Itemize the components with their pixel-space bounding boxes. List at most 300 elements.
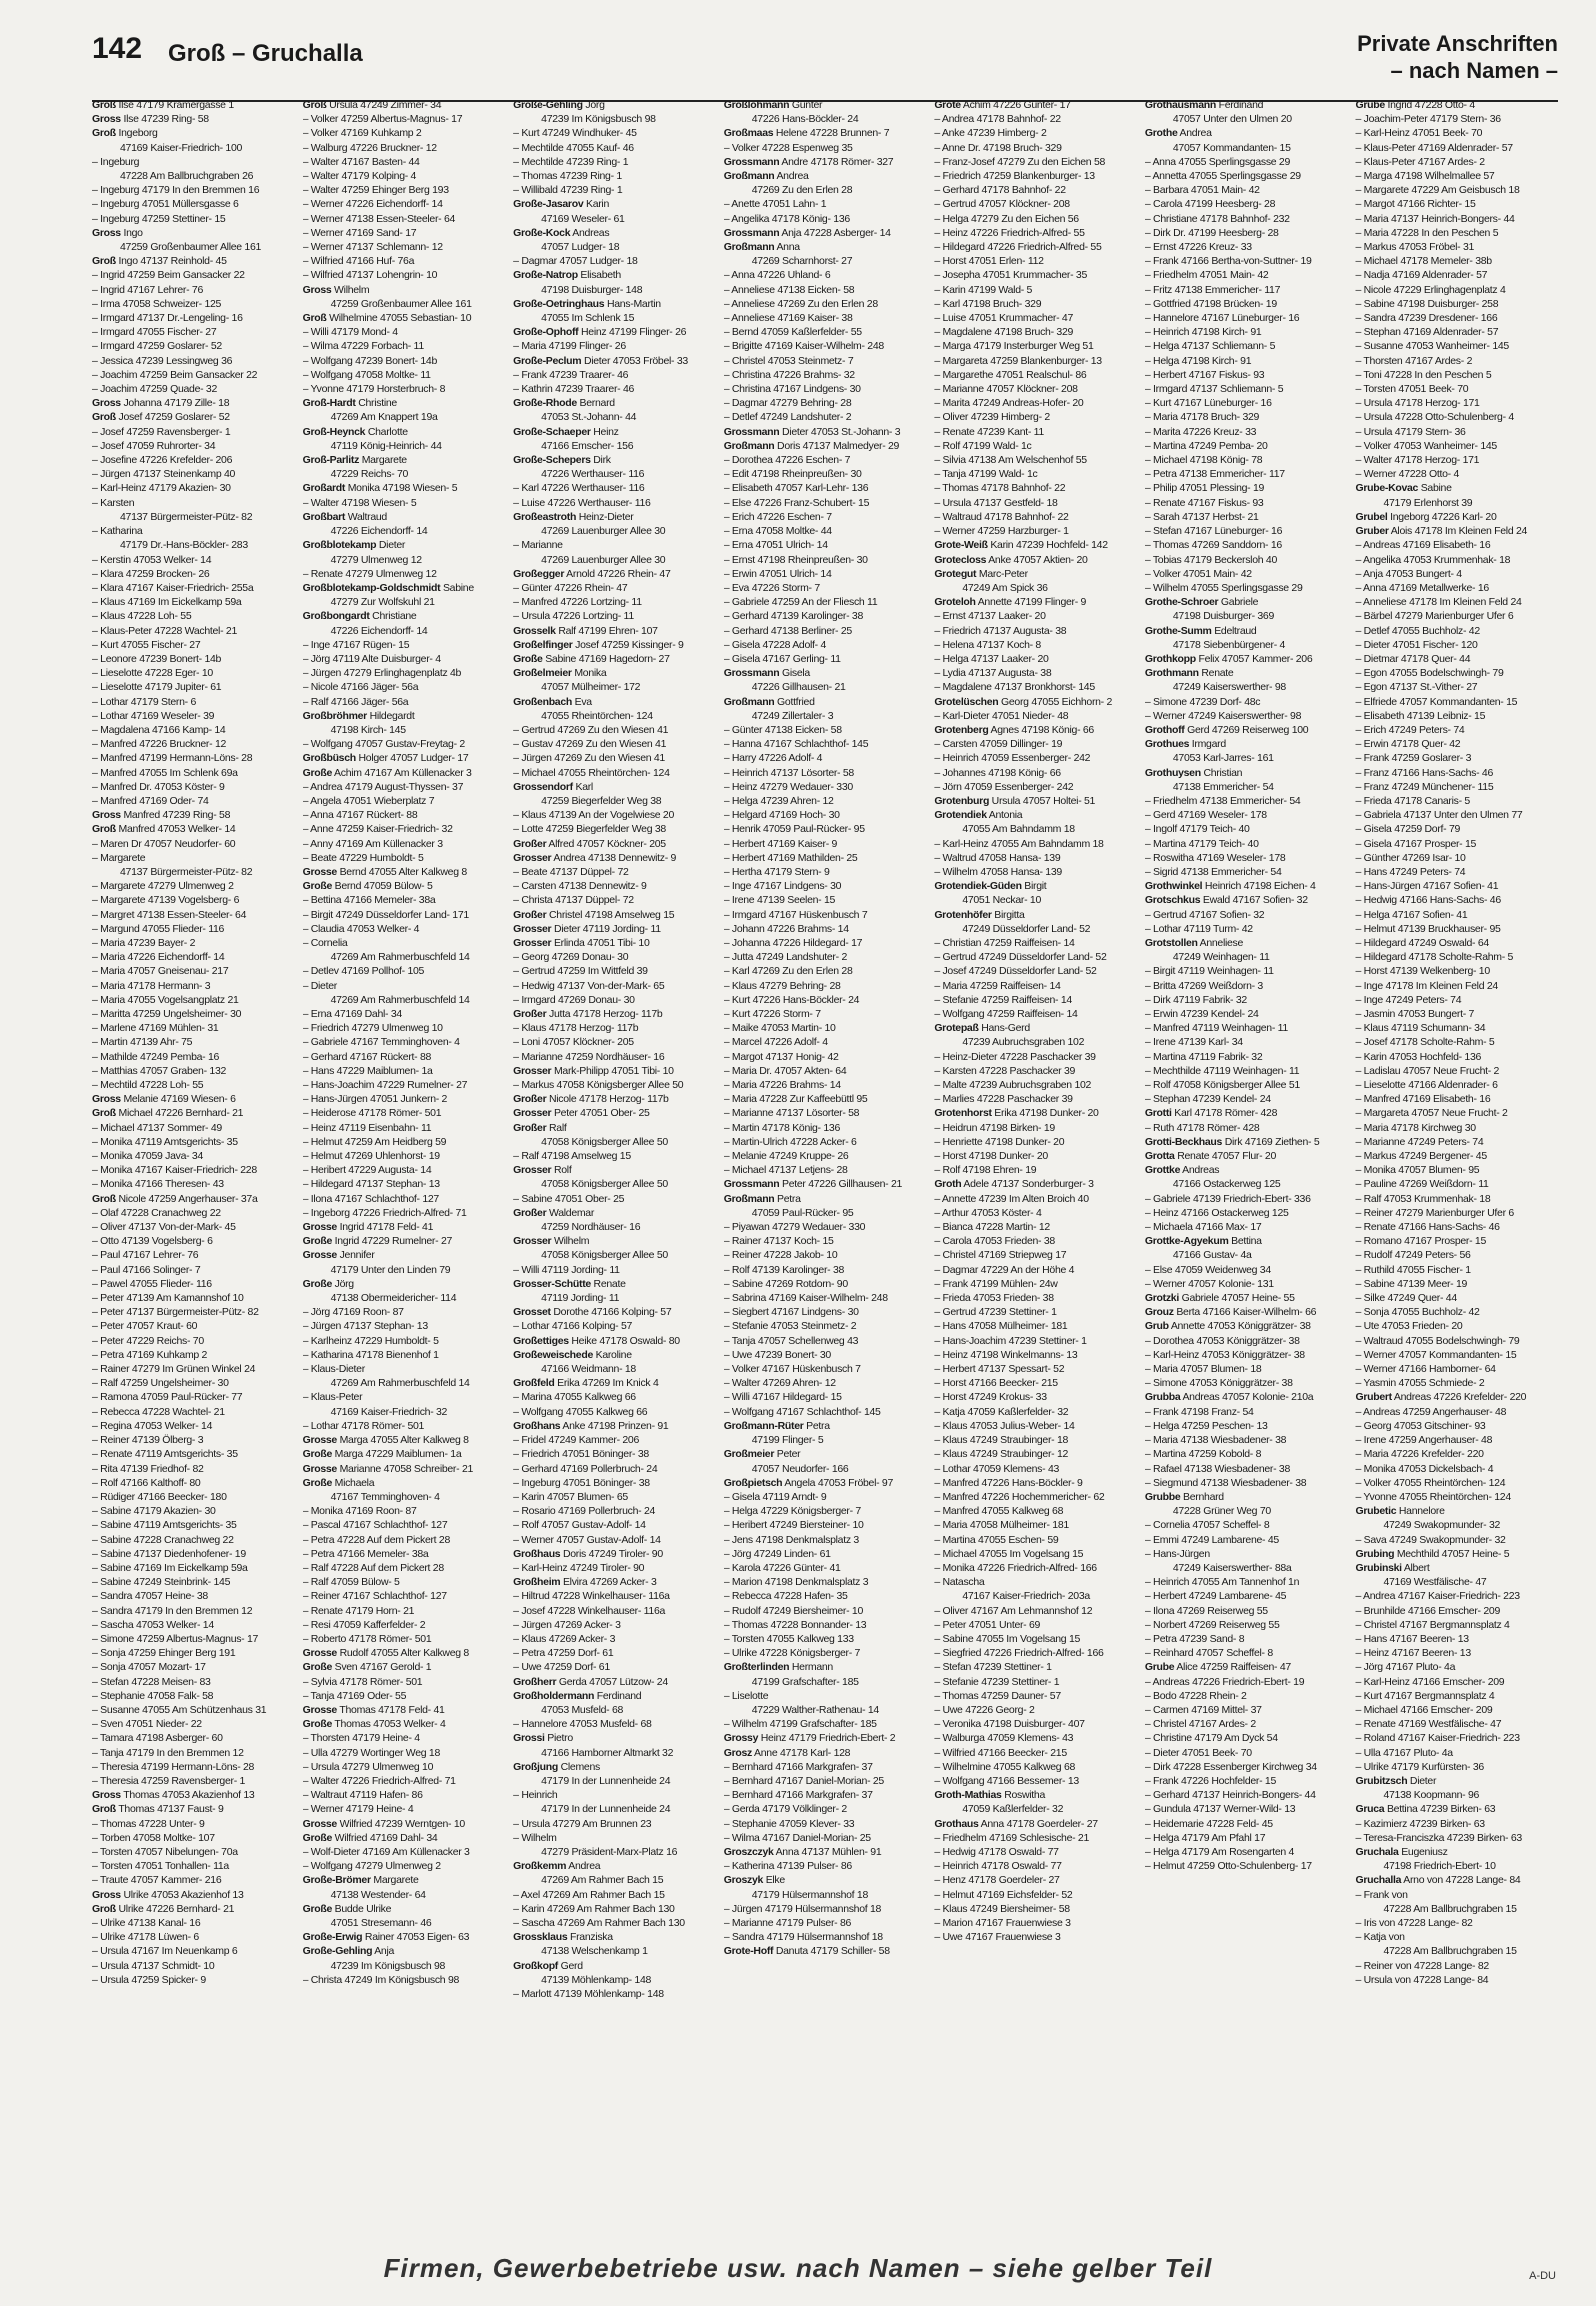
directory-entry: – Erwin 47239 Kendel- 24: [1144, 1008, 1259, 1020]
directory-entry: – Irmgard 47269 Donau- 30: [513, 993, 635, 1006]
directory-entry: – Ursula 47167 Im Neuenkamp 6: [92, 1945, 238, 1958]
directory-entry: – Karsten: [92, 496, 135, 509]
directory-entry: 47058 Königsberger Allee 50: [541, 1249, 668, 1262]
directory-entry: Grothmann Renate: [1144, 667, 1234, 680]
directory-entry: – Nicole 47166 Jäger- 56a: [302, 681, 419, 694]
directory-entry: – Piyawan 47279 Wedauer- 330: [723, 1221, 866, 1234]
directory-entry: Großjung Clemens: [513, 1760, 600, 1773]
directory-entry: Großkemm Andrea: [513, 1860, 601, 1873]
directory-entry: – Ursula 47178 Herzog- 171: [1355, 397, 1480, 410]
directory-entry: – Ingeborg 47226 Friedrich-Alfred- 71: [302, 1206, 467, 1219]
directory-entry: – Ursula von 47228 Lange- 84: [1355, 1973, 1489, 1986]
directory-entry: – Reiner 47279 Marienburger Ufer 6: [1355, 1206, 1514, 1219]
directory-entry: – Yasmin 47055 Schmiede- 2: [1355, 1377, 1485, 1390]
directory-entry: – Karsten 47228 Paschacker 39: [934, 1064, 1076, 1077]
directory-entry: – Martin 47178 König- 136: [723, 1121, 840, 1134]
directory-entry: – Rolf 47139 Karolinger- 38: [723, 1263, 845, 1276]
directory-entry: – Oliver 47137 Von-der-Mark- 45: [92, 1221, 236, 1234]
directory-entry: Grosser Mark-Philipp 47051 Tibi- 10: [513, 1064, 674, 1077]
directory-entry: Grosser Wilhelm: [513, 1235, 590, 1248]
directory-entry: 47053 St.-Johann- 44: [541, 411, 637, 424]
directory-entry: – Lothar 47119 Turm- 42: [1144, 922, 1253, 935]
directory-entry: – Lothar 47179 Stern- 6: [92, 695, 197, 708]
directory-entry: Groß-Heynck Charlotte: [302, 425, 408, 438]
directory-entry: – Sonja 47259 Ehinger Berg 191: [92, 1647, 236, 1660]
directory-entry: – Klaus 47139 An der Vogelwiese 20: [513, 809, 675, 822]
directory-entry: – Friedhelm 47051 Main- 42: [1144, 269, 1269, 282]
page-header: [92, 30, 1558, 102]
directory-entry: – Ernst 47198 Rheinpreußen- 30: [723, 553, 868, 566]
directory-entry: 47057 Ludger- 18: [541, 241, 620, 254]
directory-entry: Grossendorf Karl: [513, 780, 593, 793]
directory-entry: – Heinz 47167 Beeren- 13: [1355, 1647, 1471, 1660]
directory-entry: Grube Alice 47259 Raiffeisen- 47: [1144, 1661, 1291, 1674]
directory-entry: – Marina 47055 Kalkweg 66: [513, 1391, 636, 1404]
directory-entry: – Oliver 47239 Himberg- 2: [934, 411, 1050, 424]
directory-entry: – Rainer 47137 Koch- 15: [723, 1235, 834, 1248]
directory-entry: 47279 Zur Wolfskuhl 21: [330, 596, 435, 609]
directory-entry: 47198 Friedrich-Ebert- 10: [1383, 1860, 1496, 1873]
directory-entry: – Reiner 47228 Jakob- 10: [723, 1249, 838, 1262]
directory-entry: – Klaus 47249 Biersheimer- 58: [934, 1902, 1070, 1915]
directory-entry: – Marlies 47228 Paschacker 39: [934, 1093, 1073, 1106]
directory-entry: Gross Ilse 47239 Ring- 58: [92, 113, 209, 126]
directory-entry: – Renate 47169 Westfälische- 47: [1355, 1718, 1502, 1731]
directory-entry: – Manfred 47169 Elisabeth- 16: [1355, 1093, 1491, 1106]
directory-entry: – Christian 47259 Raiffeisen- 14: [934, 936, 1075, 949]
directory-entry: Grosse Bernd 47055 Alter Kalkweg 8: [302, 865, 467, 878]
directory-entry: – Thomas 47178 Bahnhof- 22: [934, 482, 1066, 495]
directory-entry: – Franz-Josef 47279 Zu den Eichen 58: [934, 155, 1106, 168]
directory-entry: Großhaus Doris 47249 Tiroler- 90: [513, 1547, 663, 1560]
directory-entry: 47226 Eichendorff- 14: [330, 525, 428, 538]
directory-entry: – Sava 47249 Swakopmunder- 32: [1355, 1533, 1506, 1546]
directory-entry: – Thomas 47259 Dauner- 57: [934, 1689, 1061, 1702]
directory-entry: – Anne Dr. 47198 Bruch- 329: [934, 141, 1062, 154]
directory-entry: Grotepaß Hans-Gerd: [934, 1022, 1030, 1035]
directory-entry: – Tanja 47057 Schellenweg 43: [723, 1334, 859, 1347]
directory-entry: Groß Nicole 47259 Angerhauser- 37a: [92, 1192, 258, 1205]
directory-column-2: [303, 98, 506, 2238]
directory-entry: – Simone 47239 Dorf- 48c: [1144, 695, 1261, 708]
directory-entry: – Christel 47053 Steinmetz- 7: [723, 354, 854, 367]
directory-entry: 47167 Kaiser-Friedrich- 203a: [962, 1590, 1090, 1603]
directory-entry: – Sabine 47169 Im Eickelkamp 59a: [92, 1561, 248, 1574]
directory-entry: Grote Achim 47226 Günter- 17: [934, 99, 1071, 111]
directory-entry: – Heinrich 47055 Am Tannenhof 1n: [1144, 1576, 1300, 1589]
directory-entry: – Olaf 47228 Cranachweg 22: [92, 1206, 221, 1219]
directory-entry: Große-Schepers Dirk: [513, 454, 611, 467]
directory-entry: – Klaus 47249 Straubinger- 18: [934, 1434, 1069, 1447]
directory-entry: – Monika 47059 Java- 34: [92, 1150, 204, 1163]
directory-entry: 47057 Mülheimer- 172: [541, 681, 641, 694]
directory-entry: Gross Johanna 47179 Zille- 18: [92, 397, 230, 410]
directory-entry: – Heinrich 47059 Essenberger- 242: [934, 752, 1091, 765]
directory-entry: 47119 Jording- 11: [541, 1292, 620, 1305]
directory-entry: – Herbert 47167 Fiskus- 93: [1144, 368, 1265, 381]
directory-entry: Grotegut Marc-Peter: [934, 567, 1028, 580]
directory-entry: – Maria 47226 Eichendorff- 14: [92, 951, 225, 964]
directory-entry: – Manfred 47055 Kalkweg 68: [934, 1505, 1064, 1518]
directory-entry: Grothe Andrea: [1144, 127, 1212, 140]
directory-column-1: [92, 98, 295, 2238]
directory-entry: – Irmgard 47055 Fischer- 27: [92, 326, 217, 339]
directory-entry: Groszyk Elke: [723, 1874, 785, 1887]
directory-entry: Gross Ulrike 47053 Akazienhof 13: [92, 1888, 244, 1901]
directory-entry: 47051 Stresemann- 46: [330, 1917, 432, 1929]
directory-entry: – Stefan 47239 Stettiner- 1: [934, 1661, 1052, 1674]
directory-entry: – Friedrich 47259 Blankenburger- 13: [934, 170, 1095, 183]
directory-entry: Grosse Ingrid 47178 Feld- 41: [302, 1221, 434, 1234]
directory-entry: – Markus 47053 Fröbel- 31: [1355, 241, 1475, 254]
directory-entry: Großmann Anna: [723, 241, 800, 254]
directory-entry: – Margarethe 47051 Realschul- 86: [934, 368, 1087, 381]
directory-entry: 47058 Königsberger Allee 50: [541, 1135, 668, 1148]
directory-entry: Grothoff Gerd 47269 Reiserweg 100: [1144, 723, 1309, 736]
directory-entry: – Rafael 47138 Wiesbadener- 38: [1144, 1462, 1290, 1475]
directory-entry: – Sabine 47269 Rotdorn- 90: [723, 1277, 848, 1290]
directory-entry: Große-Ophoff Heinz 47199 Flinger- 26: [513, 326, 687, 339]
directory-entry: – Erwin 47178 Quer- 42: [1355, 738, 1461, 751]
directory-entry: – Gerd 47169 Weseler- 178: [1144, 809, 1267, 822]
directory-entry: – Walter 47167 Basten- 44: [302, 155, 420, 168]
directory-entry: – Mechtild 47228 Loh- 55: [92, 1079, 204, 1092]
directory-entry: – Jürgen 47137 Steinenkamp 40: [92, 468, 236, 481]
directory-entry: – Dirk 47228 Essenberger Kirchweg 34: [1144, 1760, 1317, 1773]
directory-entry: Grube-Kovac Sabine: [1355, 482, 1452, 495]
directory-entry: – Sabine 47249 Steinbrink- 145: [92, 1576, 231, 1589]
directory-entry: – Klaus-Peter: [302, 1391, 363, 1404]
directory-entry: Grosset Dorothe 47166 Kolping- 57: [513, 1306, 672, 1319]
directory-entry: Grosse Marga 47055 Alter Kalkweg 8: [302, 1434, 469, 1447]
directory-entry: – Dorothea 47226 Eschen- 7: [723, 454, 851, 467]
directory-entry: – Josef 47228 Winkelhauser- 116a: [513, 1604, 666, 1617]
directory-entry: – Claudia 47053 Welker- 4: [302, 922, 420, 935]
directory-entry: – Karin 47057 Blumen- 65: [513, 1490, 628, 1503]
directory-entry: – Hildegard 47178 Scholte-Rahm- 5: [1355, 951, 1514, 964]
directory-entry: Grosser Rolf: [513, 1164, 572, 1177]
directory-entry: – Karl-Heinz 47249 Tiroler- 90: [513, 1561, 645, 1574]
directory-entry: – Sandra 47179 In den Bremmen 12: [92, 1604, 253, 1617]
directory-entry: – Rüdiger 47166 Beecker- 180: [92, 1490, 227, 1503]
directory-entry: – Uwe 47239 Bonert- 30: [723, 1348, 831, 1361]
directory-entry: 47057 Unter den Ulmen 20: [1172, 113, 1292, 126]
directory-entry: – Andrea 47178 Bahnhof- 22: [934, 113, 1061, 126]
directory-entry: – Michael 47137 Sommer- 49: [92, 1121, 222, 1134]
directory-entry: – Irmgard 47137 Dr.-Lengeling- 16: [92, 312, 243, 325]
directory-entry: – Erna 47058 Moltke- 44: [723, 525, 832, 538]
directory-entry: – Anke 47239 Himberg- 2: [934, 127, 1047, 140]
directory-entry: – Margareta 47259 Blankenburger- 13: [934, 354, 1102, 367]
directory-entry: 47269 Am Rahmer Bach 15: [541, 1874, 664, 1887]
directory-entry: – Christiane 47178 Bahnhof- 232: [1144, 212, 1290, 225]
directory-entry: – Walburga 47059 Klemens- 43: [934, 1732, 1074, 1745]
directory-entry: – Silke 47249 Quer- 44: [1355, 1292, 1457, 1305]
directory-entry: – Walter 47198 Wiesen- 5: [302, 496, 417, 509]
directory-entry: – Willi 47167 Hildegard- 15: [723, 1391, 842, 1404]
directory-entry: – Torsten 47051 Tonhallen- 11a: [92, 1860, 229, 1873]
directory-entry: 47138 Koopmann- 96: [1383, 1789, 1480, 1802]
directory-entry: 47198 Duisburger- 369: [1172, 610, 1274, 623]
directory-entry: – Helga 47137 Schliemann- 5: [1144, 340, 1276, 353]
directory-entry: – Heiderose 47178 Römer- 501: [302, 1107, 442, 1120]
directory-entry: – Sabrina 47169 Kaiser-Wilhelm- 248: [723, 1292, 888, 1305]
directory-entry: Grothuysen Christian: [1144, 766, 1243, 779]
directory-entry: 47059 Kaßlerfelder- 32: [962, 1803, 1064, 1816]
directory-entry: – Birgit 47119 Weinhagen- 11: [1144, 965, 1274, 978]
directory-entry: – Manfred 47169 Oder- 74: [92, 794, 209, 807]
directory-entry: Grotenburg Ursula 47057 Holtei- 51: [934, 794, 1096, 807]
directory-entry: 47166 Gustav- 4a: [1172, 1249, 1252, 1262]
directory-entry: – Anneliese 47169 Kaiser- 38: [723, 312, 853, 325]
directory-entry: – Simone 47259 Albertus-Magnus- 17: [92, 1632, 259, 1645]
directory-entry: – Jürgen 47269 Zu den Wiesen 41: [513, 752, 665, 765]
directory-entry: – Heidrun 47198 Birken- 19: [934, 1121, 1055, 1134]
directory-entry: 47228 Grüner Weg 70: [1172, 1505, 1271, 1518]
directory-entry: – Wilhelm 47058 Hansa- 139: [934, 865, 1062, 878]
directory-entry: – Andrea 47179 August-Thyssen- 37: [302, 780, 464, 793]
directory-entry: – Martina 47259 Kobold- 8: [1144, 1448, 1262, 1461]
directory-entry: – Helmut 47269 Uhlenhorst- 19: [302, 1150, 440, 1163]
directory-entry: – Ramona 47059 Paul-Rücker- 77: [92, 1391, 243, 1404]
directory-entry: – Inge 47167 Lindgens- 30: [723, 880, 842, 893]
directory-entry: Grubing Mechthild 47057 Heine- 5: [1355, 1547, 1510, 1560]
directory-entry: – Hans-Joachim 47229 Rumelner- 27: [302, 1079, 468, 1092]
directory-entry: – Manfred 47055 Im Schlenk 69a: [92, 766, 238, 779]
directory-entry: – Monika 47167 Kaiser-Friedrich- 228: [92, 1164, 257, 1177]
directory-entry: Grotenhöfer Birgitta: [934, 908, 1025, 921]
directory-entry: – Ingolf 47179 Teich- 40: [1144, 823, 1250, 836]
directory-entry: 47249 Düsseldorfer Land- 52: [962, 922, 1091, 935]
directory-entry: 47228 Am Ballbruchgraben 15: [1383, 1902, 1517, 1915]
directory-entry: – Ingeburg 47259 Stettiner- 15: [92, 212, 226, 225]
directory-entry: – Volker 47228 Espenweg 35: [723, 141, 853, 154]
directory-entry: 47249 Kaiserswerther- 88a: [1172, 1561, 1292, 1574]
directory-entry: – Christel 47167 Ardes- 2: [1144, 1718, 1256, 1731]
directory-entry: – Romano 47167 Prosper- 15: [1355, 1235, 1487, 1248]
directory-entry: Grubert Andreas 47226 Krefelder- 220: [1355, 1391, 1527, 1404]
directory-entry: – Gisela 47228 Adolf- 4: [723, 638, 826, 651]
directory-entry: 47179 Dr.-Hans-Böckler- 283: [120, 539, 248, 552]
directory-entry: – Simone 47053 Königgrätzer- 38: [1144, 1377, 1293, 1390]
directory-entry: – Ursula 47137 Schmidt- 10: [92, 1959, 215, 1972]
directory-entry: – Gisela 47119 Arndt- 9: [723, 1490, 827, 1503]
directory-entry: – Klaus-Dieter: [302, 1363, 365, 1376]
directory-entry: 47119 König-Heinrich- 44: [330, 439, 442, 452]
directory-entry: – Hedwig 47178 Oswald- 77: [934, 1845, 1059, 1858]
directory-entry: – Andreas 47226 Friedrich-Ebert- 19: [1144, 1675, 1305, 1688]
directory-entry: – Jessica 47239 Lessingweg 36: [92, 354, 233, 367]
directory-entry: – Ingeburg 47179 In den Bremmen 16: [92, 184, 260, 197]
directory-entry: Großheim Elvira 47269 Acker- 3: [513, 1576, 657, 1589]
directory-entry: – Lydia 47137 Augusta- 38: [934, 667, 1052, 680]
directory-entry: 47239 Aubruchsgraben 102: [962, 1036, 1085, 1049]
directory-entry: 47269 Lauenburger Allee 30: [541, 553, 666, 566]
directory-entry: – Sabine 47139 Meer- 19: [1355, 1277, 1468, 1290]
directory-entry: – Roland 47167 Kaiser-Friedrich- 223: [1355, 1732, 1520, 1745]
directory-entry: – Joachim 47259 Quade- 32: [92, 383, 218, 396]
directory-entry: Großholdermann Ferdinand: [513, 1689, 642, 1702]
directory-entry: – Klara 47259 Brocken- 26: [92, 567, 210, 580]
directory-entry: 47057 Kommandanten- 15: [1172, 141, 1291, 154]
directory-entry: – Herbert 47169 Kaiser- 9: [723, 837, 838, 850]
directory-entry: 47179 Erlenhorst 39: [1383, 496, 1473, 509]
directory-entry: – Horst 47249 Krokus- 33: [934, 1391, 1047, 1404]
directory-entry: – Josef 47059 Ruhrorter- 34: [92, 439, 216, 452]
directory-entry: Groteloh Annette 47199 Flinger- 9: [934, 596, 1087, 609]
directory-entry: Gross Wilhelm: [302, 283, 370, 296]
directory-entry: Große-Erwig Rainer 47053 Eigen- 63: [302, 1931, 470, 1944]
directory-entry: – Günter 47138 Eicken- 58: [723, 723, 842, 736]
directory-entry: – Klaus 47269 Acker- 3: [513, 1632, 616, 1645]
directory-entry: – Bernhard 47166 Markgrafen- 37: [723, 1760, 873, 1773]
directory-entry: Gross Manfred 47239 Ring- 58: [92, 809, 231, 822]
directory-entry: – Ralf 47228 Auf dem Pickert 28: [302, 1561, 444, 1574]
directory-entry: – Dagmar 47229 An der Höhe 4: [934, 1263, 1075, 1276]
directory-entry: – Anneliese 47178 Im Kleinen Feld 24: [1355, 596, 1522, 609]
directory-entry: Grosser Dieter 47119 Jording- 11: [513, 922, 661, 935]
directory-entry: – Lotte 47259 Biegerfelder Weg 38: [513, 823, 666, 836]
directory-entry: – Wilma 47167 Daniel-Morian- 25: [723, 1831, 871, 1844]
directory-entry: 47139 Möhlenkamp- 148: [541, 1973, 652, 1986]
directory-entry: – Helga 47279 Zu den Eichen 56: [934, 212, 1079, 225]
directory-entry: – Maria 47057 Gneisenau- 217: [92, 965, 229, 978]
directory-entry: – Stephan 47239 Kendel- 24: [1144, 1093, 1271, 1106]
directory-entry: – Karl-Heinz 47055 Am Bahndamm 18: [934, 837, 1104, 850]
directory-entry: – Ursula 47228 Otto-Schulenberg- 4: [1355, 411, 1514, 424]
directory-entry: – Elisabeth 47139 Leibniz- 15: [1355, 709, 1486, 722]
directory-entry: – Thorsten 47167 Ardes- 2: [1355, 354, 1473, 367]
directory-entry: – Sonja 47057 Mozart- 17: [92, 1661, 206, 1674]
directory-entry: – Josef 47249 Düsseldorfer Land- 52: [934, 965, 1097, 978]
directory-entry: – Ernst 47137 Laaker- 20: [934, 610, 1046, 623]
directory-entry: 47249 Weinhagen- 11: [1172, 951, 1270, 964]
directory-entry: – Ursula 47226 Lortzing- 11: [513, 610, 634, 623]
directory-entry: – Teresa-Franciszka 47239 Birken- 63: [1355, 1831, 1522, 1844]
directory-entry: – Klaus-Peter 47228 Wachtel- 21: [92, 624, 237, 637]
directory-entry: Grote-Weiß Karin 47239 Hochfeld- 142: [934, 539, 1108, 552]
directory-entry: Groszczyk Anna 47137 Mühlen- 91: [723, 1845, 882, 1858]
directory-entry: 47198 Duisburger- 148: [541, 283, 643, 296]
directory-entry: – Gottfried 47198 Brücken- 19: [1144, 297, 1277, 310]
directory-entry: – Werner 47057 Gustav-Adolf- 14: [513, 1533, 661, 1546]
directory-entry: Großherr Gerda 47057 Lützow- 24: [513, 1675, 668, 1688]
directory-entry: – Petra 47228 Auf dem Pickert 28: [302, 1533, 450, 1546]
directory-entry: – Karin 47269 Am Rahmer Bach 130: [513, 1902, 675, 1915]
directory-entry: – Axel 47269 Am Rahmer Bach 15: [513, 1888, 665, 1901]
directory-entry: – Renate 47119 Amtsgerichts- 35: [92, 1448, 238, 1461]
directory-entry: – Werner 47057 Kolonie- 131: [1144, 1277, 1274, 1290]
directory-entry: – Gisela 47259 Dorf- 79: [1355, 823, 1461, 836]
directory-entry: – Günther 47269 Isar- 10: [1355, 851, 1466, 864]
directory-entry: Große Marga 47229 Maiblumen- 1a: [302, 1448, 462, 1461]
directory-entry: – Heinz 47198 Winkelmanns- 13: [934, 1348, 1078, 1361]
directory-entry: Groß Josef 47259 Goslarer- 52: [92, 411, 230, 424]
directory-entry: – Katharina 47178 Bienenhof 1: [302, 1348, 439, 1361]
directory-entry: 47138 Emmericher- 54: [1172, 780, 1274, 793]
directory-entry: Groß Ilse 47179 Krämergasse 1: [92, 99, 234, 111]
directory-entry: – Horst 47051 Erlen- 112: [934, 255, 1044, 268]
directory-entry: – Gerhard 47138 Berliner- 25: [723, 624, 852, 637]
directory-entry: – Ulrike 47179 Kurfürsten- 36: [1355, 1760, 1484, 1773]
directory-entry: Großer Jutta 47178 Herzog- 117b: [513, 1008, 663, 1020]
directory-entry: – Marlott 47139 Möhlenkamp- 148: [513, 1988, 664, 2001]
directory-entry: – Wilfried 47166 Huf- 76a: [302, 255, 415, 268]
directory-entry: Grosse Wilfried 47239 Werntgen- 10: [302, 1817, 465, 1830]
directory-entry: – Rainer 47279 Im Grünen Winkel 24: [92, 1363, 256, 1376]
directory-entry: – Sabine 47119 Amtsgerichts- 35: [92, 1519, 237, 1532]
directory-entry: – Georg 47269 Donau- 30: [513, 951, 629, 964]
directory-entry: Große-Rhode Bernard: [513, 397, 615, 410]
directory-entry: Große-Gehling Anja: [302, 1945, 395, 1958]
directory-entry: Großterlinden Hermann: [723, 1661, 833, 1674]
directory-entry: – Fridel 47249 Kammer- 206: [513, 1434, 640, 1447]
directory-entry: – Melanie 47249 Kruppe- 26: [723, 1150, 849, 1163]
directory-entry: – Reinhard 47057 Scheffel- 8: [1144, 1647, 1273, 1660]
directory-entry: – Ilona 47167 Schlachthof- 127: [302, 1192, 439, 1205]
directory-entry: Grotendiek-Güden Birgit: [934, 880, 1047, 893]
directory-entry: Großmann Petra: [723, 1192, 801, 1205]
directory-entry: – Gerda 47179 Völklinger- 2: [723, 1803, 847, 1816]
directory-entry: 47169 Kaiser-Friedrich- 32: [330, 1405, 448, 1418]
directory-entry: – Roswitha 47169 Weseler- 178: [1144, 851, 1286, 864]
directory-entry: – Stephanie 47059 Klever- 33: [723, 1817, 855, 1830]
directory-entry: – Maria 47239 Bayer- 2: [92, 936, 196, 949]
directory-entry: – Emmi 47249 Lambarene- 45: [1144, 1533, 1279, 1546]
directory-entry: – Angela 47051 Wieberplatz 7: [302, 794, 435, 807]
directory-entry: – Frank 47226 Hochfelder- 15: [1144, 1774, 1276, 1787]
directory-entry: – Anna 47167 Rückert- 88: [302, 809, 418, 822]
directory-entry: Großer Christel 47198 Amselweg 15: [513, 908, 675, 921]
directory-column-4: [724, 98, 927, 2238]
directory-entry: – Theresia 47199 Hermann-Löns- 28: [92, 1760, 255, 1773]
directory-entry: 47166 Weidmann- 18: [541, 1363, 636, 1376]
directory-entry: Grosse Marianne 47058 Schreiber- 21: [302, 1462, 474, 1475]
directory-entry: – Ladislau 47057 Neue Frucht- 2: [1355, 1064, 1500, 1077]
directory-entry: – Martina 47179 Teich- 40: [1144, 837, 1259, 850]
directory-entry: – Dirk 47119 Fabrik- 32: [1144, 993, 1247, 1006]
directory-entry: 47055 Rheintörchen- 124: [541, 709, 653, 722]
directory-entry: – Hans 47249 Peters- 74: [1355, 865, 1466, 878]
directory-entry: Groß Ingo 47137 Reinhold- 45: [92, 255, 227, 268]
directory-entry: – Wolfgang 47055 Kalkweg 66: [513, 1405, 648, 1418]
directory-entry: – Helmut 47259 Am Heidberg 59: [302, 1135, 447, 1148]
directory-entry: Grosser Andrea 47138 Dennewitz- 9: [513, 851, 677, 864]
footer-note: Firmen, Gewerbebetriebe usw. nach Namen – siehe gelber Teil: [383, 2253, 1213, 2283]
directory-entry: – Walter 47226 Friedrich-Alfred- 71: [302, 1774, 456, 1787]
directory-entry: – Monika 47119 Amtsgerichts- 35: [92, 1135, 238, 1148]
directory-entry: – Ingeburg 47051 Müllersgasse 6: [92, 198, 239, 211]
directory-entry: 47259 Biegerfelder Weg 38: [541, 794, 662, 807]
directory-entry: – Klaus 47053 Julius-Weber- 14: [934, 1419, 1075, 1432]
directory-entry: Großer Waldemar: [513, 1206, 595, 1219]
directory-entry: – Marianne 47179 Pulser- 86: [723, 1917, 852, 1929]
directory-entry: 47051 Neckar- 10: [962, 894, 1041, 907]
directory-entry: – Frieda 47053 Frieden- 38: [934, 1292, 1054, 1305]
directory-entry: – Gertrud 47249 Düsseldorfer Land- 52: [934, 951, 1107, 964]
directory-entry: 47179 In der Lunnenheide 24: [541, 1774, 671, 1787]
directory-entry: – Maria 47259 Raiffeisen- 14: [934, 979, 1061, 992]
directory-entry: – Thomas 47269 Sanddorn- 16: [1144, 539, 1282, 552]
directory-entry: – Heinz 47166 Ostackerweg 125: [1144, 1206, 1289, 1219]
directory-entry: Große Jörg: [302, 1277, 354, 1290]
directory-entry: – Werner 47138 Essen-Steeler- 64: [302, 212, 456, 225]
directory-entry: Großer Nicole 47178 Herzog- 117b: [513, 1093, 669, 1106]
directory-entry: Groß-Hardt Christine: [302, 397, 397, 410]
directory-entry: – Margund 47055 Flieder- 116: [92, 922, 225, 935]
directory-entry: – Klaus 47178 Herzog- 117b: [513, 1022, 639, 1035]
directory-entry: – Jörg 47169 Roon- 87: [302, 1306, 404, 1319]
